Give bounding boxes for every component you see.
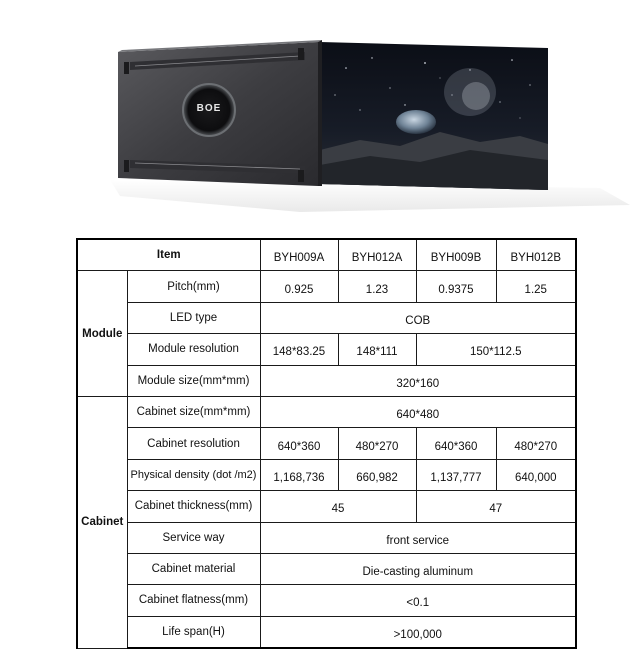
cabinet-flatness-row [77, 585, 576, 616]
cell-value: 640*360 [260, 428, 338, 459]
cell-value: <0.1 [260, 585, 576, 616]
cell-value: 148*111 [338, 334, 416, 365]
cell-value: 1.23 [338, 271, 416, 302]
header-row [77, 239, 576, 271]
cell-value: 47 [416, 491, 576, 522]
item-header: Item [77, 239, 260, 271]
cell-value: 1,137,777 [416, 459, 496, 490]
service-way-row [77, 522, 576, 553]
cell-value: 1.25 [496, 271, 576, 302]
cell-value: 640,000 [496, 459, 576, 490]
model-header: BYH012A [338, 239, 416, 271]
row-label: Cabinet material [127, 553, 260, 584]
led-type-row [77, 302, 576, 333]
cell-value: 480*270 [338, 428, 416, 459]
life-span-row [77, 616, 576, 648]
cell-value: COB [260, 302, 576, 333]
cell-value: front service [260, 522, 576, 553]
row-label: Module size(mm*mm) [127, 365, 260, 396]
row-label: Cabinet size(mm*mm) [127, 396, 260, 427]
cabinet-resolution-row [77, 428, 576, 459]
cell-value: 45 [260, 491, 416, 522]
cell-value: 1,168,736 [260, 459, 338, 490]
cell-value: 640*480 [260, 396, 576, 427]
row-label: Service way [127, 522, 260, 553]
cabinet-thickness-row [77, 491, 576, 522]
cell-value: 640*360 [416, 428, 496, 459]
cell-value: 0.925 [260, 271, 338, 302]
row-label: Pitch(mm) [127, 271, 260, 302]
row-label: Physical density (dot /m2) [127, 459, 260, 490]
cabinet-size-row [77, 396, 576, 427]
cell-value: 660,982 [338, 459, 416, 490]
cell-value: 320*160 [260, 365, 576, 396]
row-label: Cabinet thickness(mm) [127, 491, 260, 522]
cell-value: 480*270 [496, 428, 576, 459]
physical-density-row [77, 459, 576, 490]
cabinet-group-label: Cabinet [77, 396, 127, 648]
cell-value: 0.9375 [416, 271, 496, 302]
cell-value: >100,000 [260, 616, 576, 648]
brand-logo: BOE [196, 103, 222, 114]
model-header: BYH009B [416, 239, 496, 271]
product-image [0, 0, 640, 222]
spec-table [76, 238, 577, 649]
led-cabinet-illustration [0, 0, 640, 222]
cell-value: 148*83.25 [260, 334, 338, 365]
row-label: Life span(H) [127, 616, 260, 648]
row-label: LED type [127, 302, 260, 333]
row-label: Cabinet flatness(mm) [127, 585, 260, 616]
module-size-row [77, 365, 576, 396]
row-label: Cabinet resolution [127, 428, 260, 459]
cell-value: Die-casting aluminum [260, 553, 576, 584]
model-header: BYH012B [496, 239, 576, 271]
module-resolution-row [77, 334, 576, 365]
module-group-label: Module [77, 271, 127, 397]
row-label: Module resolution [127, 334, 260, 365]
pitch-row [77, 271, 576, 302]
cell-value: 150*112.5 [416, 334, 576, 365]
cabinet-material-row [77, 553, 576, 584]
model-header: BYH009A [260, 239, 338, 271]
